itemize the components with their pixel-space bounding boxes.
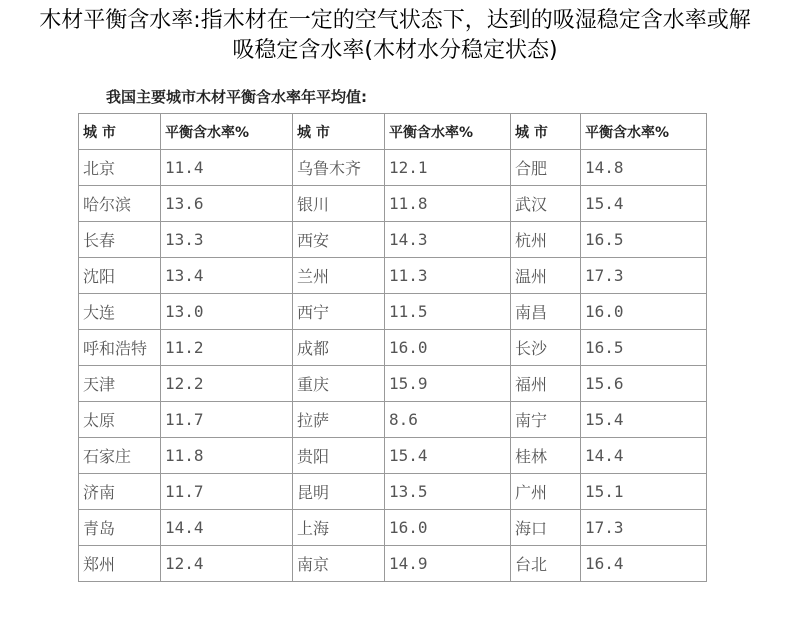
page-heading	[8, 6, 782, 66]
city-name-cell: 银川	[293, 186, 385, 222]
city-name-cell: 呼和浩特	[79, 330, 161, 366]
header-moisture-3: 平衡含水率%	[581, 114, 707, 150]
city-name-cell: 郑州	[79, 546, 161, 582]
moisture-value-cell: 13.4	[161, 258, 293, 294]
table-row	[79, 546, 707, 582]
city-name-cell: 西宁	[293, 294, 385, 330]
moisture-value-cell: 13.6	[161, 186, 293, 222]
moisture-value-cell: 15.1	[581, 474, 707, 510]
city-name-cell: 武汉	[511, 186, 581, 222]
city-name-cell: 天津	[79, 366, 161, 402]
city-name-cell: 桂林	[511, 438, 581, 474]
city-name-cell: 上海	[293, 510, 385, 546]
moisture-value-cell: 13.3	[161, 222, 293, 258]
moisture-value-cell: 11.8	[161, 438, 293, 474]
table-row	[79, 402, 707, 438]
header-moisture-2: 平衡含水率%	[385, 114, 511, 150]
city-name-cell: 南京	[293, 546, 385, 582]
city-name-cell: 北京	[79, 150, 161, 186]
table-row	[79, 150, 707, 186]
moisture-value-cell: 11.2	[161, 330, 293, 366]
moisture-value-cell: 15.9	[385, 366, 511, 402]
city-name-cell: 合肥	[511, 150, 581, 186]
table-body	[79, 150, 707, 582]
table-row	[79, 222, 707, 258]
header-city-2: 城 市	[293, 114, 385, 150]
moisture-value-cell: 14.9	[385, 546, 511, 582]
city-name-cell: 大连	[79, 294, 161, 330]
moisture-value-cell: 15.6	[581, 366, 707, 402]
moisture-value-cell: 15.4	[581, 186, 707, 222]
city-name-cell: 广州	[511, 474, 581, 510]
city-name-cell: 石家庄	[79, 438, 161, 474]
moisture-value-cell: 11.8	[385, 186, 511, 222]
table-header-row	[79, 114, 707, 150]
table-row	[79, 186, 707, 222]
moisture-content-table	[78, 113, 707, 582]
city-name-cell: 重庆	[293, 366, 385, 402]
moisture-value-cell: 14.8	[581, 150, 707, 186]
moisture-value-cell: 13.5	[385, 474, 511, 510]
table-row	[79, 366, 707, 402]
moisture-value-cell: 12.4	[161, 546, 293, 582]
moisture-value-cell: 8.6	[385, 402, 511, 438]
moisture-value-cell: 14.3	[385, 222, 511, 258]
city-name-cell: 兰州	[293, 258, 385, 294]
city-name-cell: 杭州	[511, 222, 581, 258]
heading-line-2: 吸稳定含水率(木材水分稳定状态)	[232, 38, 558, 63]
header-city-3: 城 市	[511, 114, 581, 150]
city-name-cell: 台北	[511, 546, 581, 582]
city-name-cell: 拉萨	[293, 402, 385, 438]
moisture-value-cell: 11.4	[161, 150, 293, 186]
moisture-value-cell: 15.4	[385, 438, 511, 474]
table-row	[79, 438, 707, 474]
moisture-value-cell: 12.1	[385, 150, 511, 186]
table-subtitle: 我国主要城市木材平衡含水率年平均值:	[106, 88, 368, 106]
moisture-value-cell: 17.3	[581, 510, 707, 546]
city-name-cell: 长沙	[511, 330, 581, 366]
city-name-cell: 贵阳	[293, 438, 385, 474]
moisture-value-cell: 11.7	[161, 474, 293, 510]
moisture-value-cell: 14.4	[161, 510, 293, 546]
moisture-value-cell: 16.0	[385, 330, 511, 366]
city-name-cell: 太原	[79, 402, 161, 438]
city-name-cell: 南昌	[511, 294, 581, 330]
moisture-value-cell: 16.5	[581, 222, 707, 258]
table-row	[79, 294, 707, 330]
header-moisture-1: 平衡含水率%	[161, 114, 293, 150]
city-name-cell: 成都	[293, 330, 385, 366]
city-name-cell: 西安	[293, 222, 385, 258]
moisture-value-cell: 12.2	[161, 366, 293, 402]
table-row	[79, 258, 707, 294]
header-city-1: 城 市	[79, 114, 161, 150]
moisture-value-cell: 17.3	[581, 258, 707, 294]
moisture-value-cell: 11.3	[385, 258, 511, 294]
heading-line-1: 木材平衡含水率:指木材在一定的空气状态下，达到的吸湿稳定含水率或解	[39, 8, 751, 33]
table-row	[79, 510, 707, 546]
moisture-value-cell: 11.5	[385, 294, 511, 330]
city-name-cell: 福州	[511, 366, 581, 402]
city-name-cell: 昆明	[293, 474, 385, 510]
table-row	[79, 330, 707, 366]
moisture-value-cell: 16.4	[581, 546, 707, 582]
moisture-value-cell: 15.4	[581, 402, 707, 438]
city-name-cell: 沈阳	[79, 258, 161, 294]
moisture-value-cell: 16.0	[581, 294, 707, 330]
city-name-cell: 温州	[511, 258, 581, 294]
city-name-cell: 乌鲁木齐	[293, 150, 385, 186]
city-name-cell: 南宁	[511, 402, 581, 438]
city-name-cell: 长春	[79, 222, 161, 258]
moisture-value-cell: 14.4	[581, 438, 707, 474]
city-name-cell: 海口	[511, 510, 581, 546]
moisture-value-cell: 16.0	[385, 510, 511, 546]
moisture-value-cell: 16.5	[581, 330, 707, 366]
moisture-value-cell: 11.7	[161, 402, 293, 438]
city-name-cell: 青岛	[79, 510, 161, 546]
city-name-cell: 济南	[79, 474, 161, 510]
moisture-value-cell: 13.0	[161, 294, 293, 330]
city-name-cell: 哈尔滨	[79, 186, 161, 222]
table-row	[79, 474, 707, 510]
